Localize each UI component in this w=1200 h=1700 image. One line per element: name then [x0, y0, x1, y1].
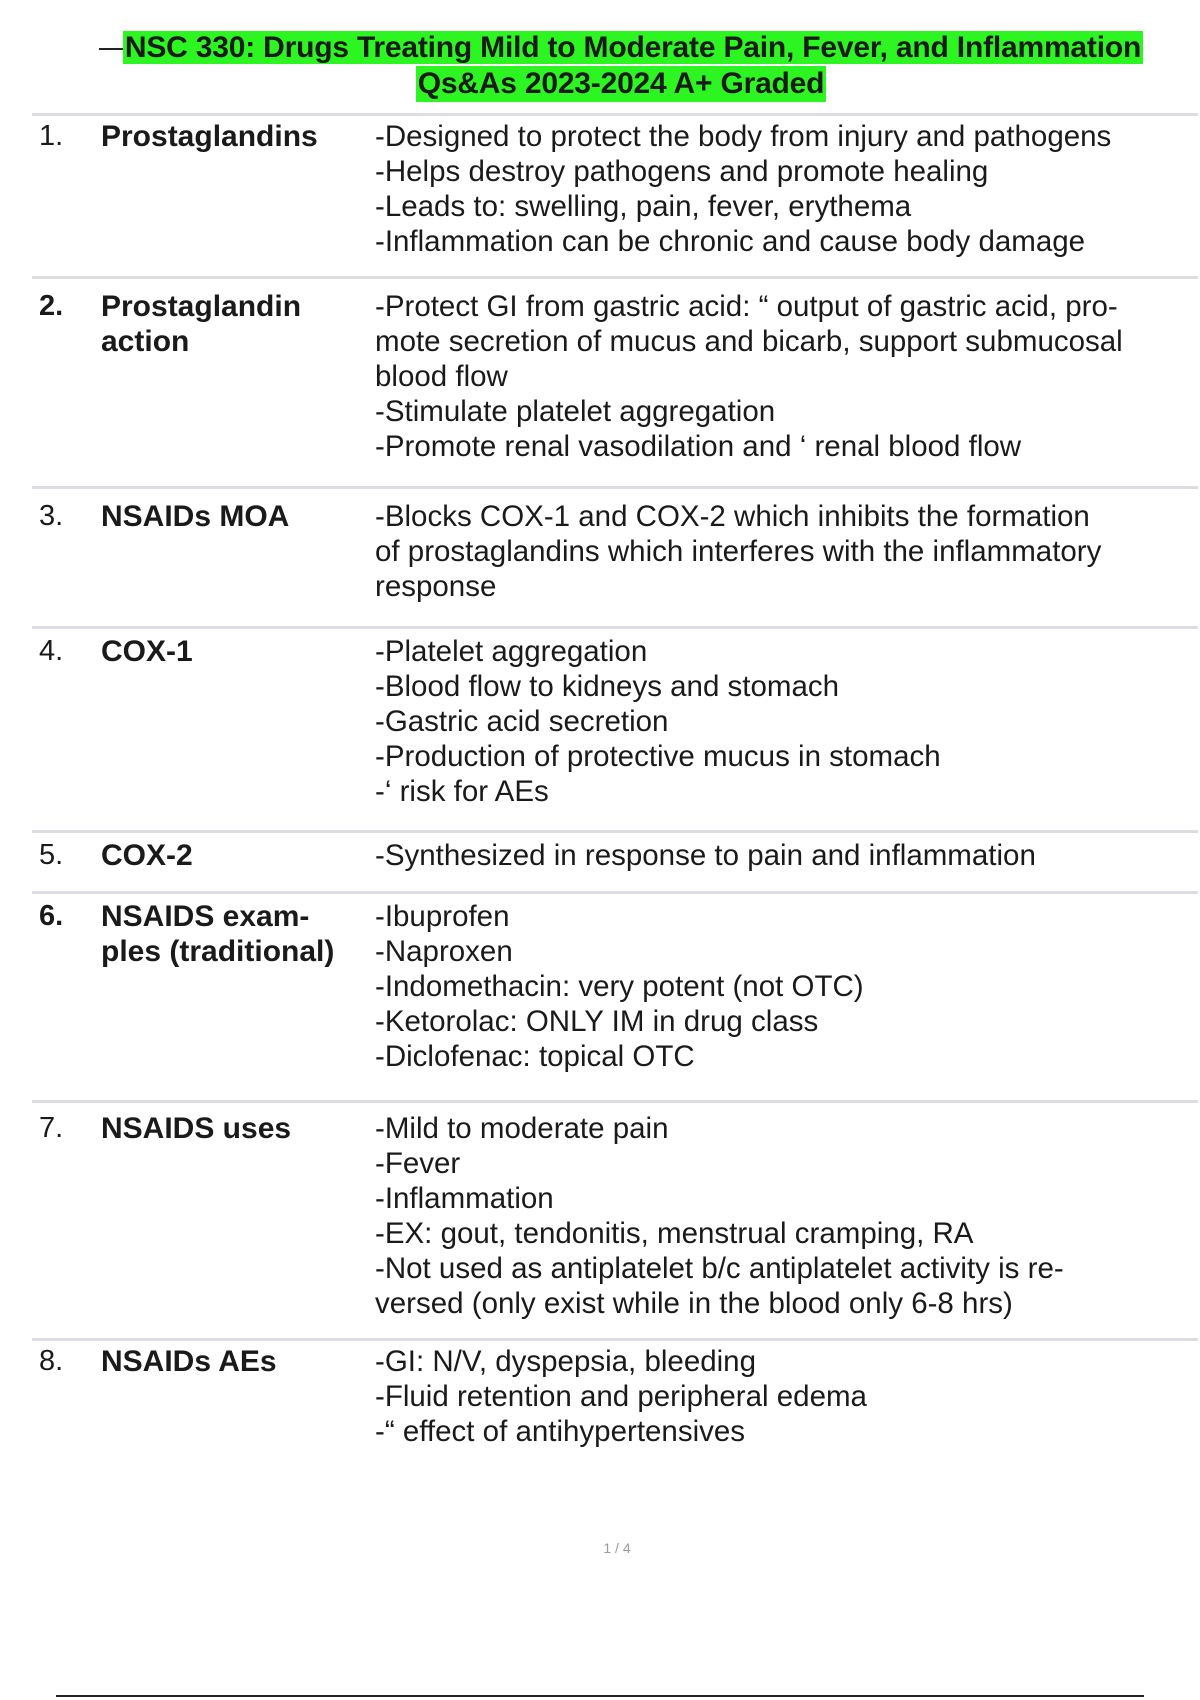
card-term [101, 499, 375, 626]
card-definition [375, 289, 1198, 486]
definition-line: -Ketorolac: ONLY IM in drug class [375, 1005, 819, 1038]
card-definition [375, 838, 1198, 891]
card-number: 1. [39, 120, 64, 152]
term-line: action [101, 325, 190, 358]
definition-line: -“ effect of antihypertensives [375, 1415, 746, 1448]
definition-line: -Protect GI from gastric acid: “ output of gastric acid, pro- [375, 290, 1118, 323]
definition-line: -Diclofenac: topical OTC [375, 1040, 695, 1073]
term-line: NSAIDs MOA [101, 500, 290, 533]
document-title [56, 30, 1186, 102]
definition-line: -Leads to: swelling, pain, fever, erythema [375, 190, 912, 223]
flashcard-5 [32, 830, 1198, 891]
card-definition [375, 899, 1198, 1100]
definition-line: -Helps destroy pathogens and promote healing [375, 155, 989, 188]
card-number: 2. [39, 290, 64, 322]
definition-line: blood flow [375, 360, 508, 393]
definition-line: of prostaglandins which interferes with the inflammatory [375, 535, 1102, 568]
definition-line: -Inflammation can be chronic and cause body damage [375, 225, 1086, 258]
flashcard-3 [32, 486, 1198, 626]
definition-line: -Fluid retention and peripheral edema [375, 1380, 867, 1413]
term-line: Prostaglandins [101, 120, 318, 153]
card-term [101, 1111, 375, 1338]
term-line: COX-2 [101, 839, 193, 872]
term-line: ples (traditional) [101, 935, 335, 968]
term-line: NSAIDS uses [101, 1112, 292, 1145]
definition-line: mote secretion of mucus and bicarb, support submucosal [375, 325, 1123, 358]
card-number: 6. [39, 900, 64, 932]
definition-line: -Gastric acid secretion [375, 705, 669, 738]
definition-line: -Indomethacin: very potent (not OTC) [375, 970, 864, 1003]
definition-line: -Synthesized in response to pain and inflammation [375, 839, 1036, 872]
bottom-rule [56, 1695, 1144, 1697]
flashcard-2 [32, 276, 1198, 486]
definition-line: -Ibuprofen [375, 900, 510, 933]
definition-line: -Blocks COX-1 and COX-2 which inhibits the formation [375, 500, 1090, 533]
definition-line: -Mild to moderate pain [375, 1112, 669, 1145]
definition-line: -Blood flow to kidneys and stomach [375, 670, 840, 703]
card-term [101, 289, 375, 486]
flashcard-7 [32, 1100, 1198, 1338]
flashcard-6 [32, 891, 1198, 1100]
definition-line: -Stimulate platelet aggregation [375, 395, 776, 428]
card-term [101, 119, 375, 276]
card-number: 4. [39, 635, 64, 667]
definition-line: -GI: N/V, dyspepsia, bleeding [375, 1345, 756, 1378]
card-definition [375, 119, 1198, 276]
title-line-1: NSC 330: Drugs Treating Mild to Moderate Pain, Fever, and Inflammation [124, 31, 1142, 64]
card-definition [375, 499, 1198, 626]
card-definition [375, 1344, 1198, 1468]
flashcard-list [32, 113, 1198, 1468]
term-line: NSAIDS exam- [101, 900, 310, 933]
card-number: 8. [39, 1345, 64, 1377]
definition-line: -Designed to protect the body from injury and pathogens [375, 120, 1112, 153]
page-indicator: 1 / 4 [603, 1540, 631, 1556]
card-term [101, 634, 375, 830]
definition-line: -‘ risk for AEs [375, 775, 549, 808]
title-dash [99, 48, 125, 50]
definition-line: -Naproxen [375, 935, 513, 968]
card-definition [375, 634, 1198, 830]
definition-line: -Fever [375, 1147, 461, 1180]
definition-line: -Inflammation [375, 1182, 554, 1215]
term-line: COX-1 [101, 635, 193, 668]
card-term [101, 1344, 375, 1468]
definition-line: -Not used as antiplatelet b/c antiplatelet activity is re- [375, 1252, 1064, 1285]
card-number: 3. [39, 500, 64, 532]
card-number: 5. [39, 839, 64, 871]
definition-line: -Production of protective mucus in stomach [375, 740, 941, 773]
card-definition [375, 1111, 1198, 1338]
card-term [101, 838, 375, 891]
flashcard-1 [32, 113, 1198, 276]
definition-line: response [375, 570, 497, 603]
card-number: 7. [39, 1112, 64, 1144]
definition-line: -Platelet aggregation [375, 635, 648, 668]
definition-line: -Promote renal vasodilation and ‘ renal blood flow [375, 430, 1022, 463]
title-line-2: Qs&As 2023-2024 A+ Graded [417, 67, 825, 100]
flashcard-8 [32, 1338, 1198, 1468]
term-line: Prostaglandin [101, 290, 302, 323]
term-line: NSAIDs AEs [101, 1345, 277, 1378]
definition-line: versed (only exist while in the blood only 6-8 hrs) [375, 1287, 1013, 1320]
card-term [101, 899, 375, 1100]
flashcard-4 [32, 626, 1198, 830]
definition-line: -EX: gout, tendonitis, menstrual cramping, RA [375, 1217, 974, 1250]
